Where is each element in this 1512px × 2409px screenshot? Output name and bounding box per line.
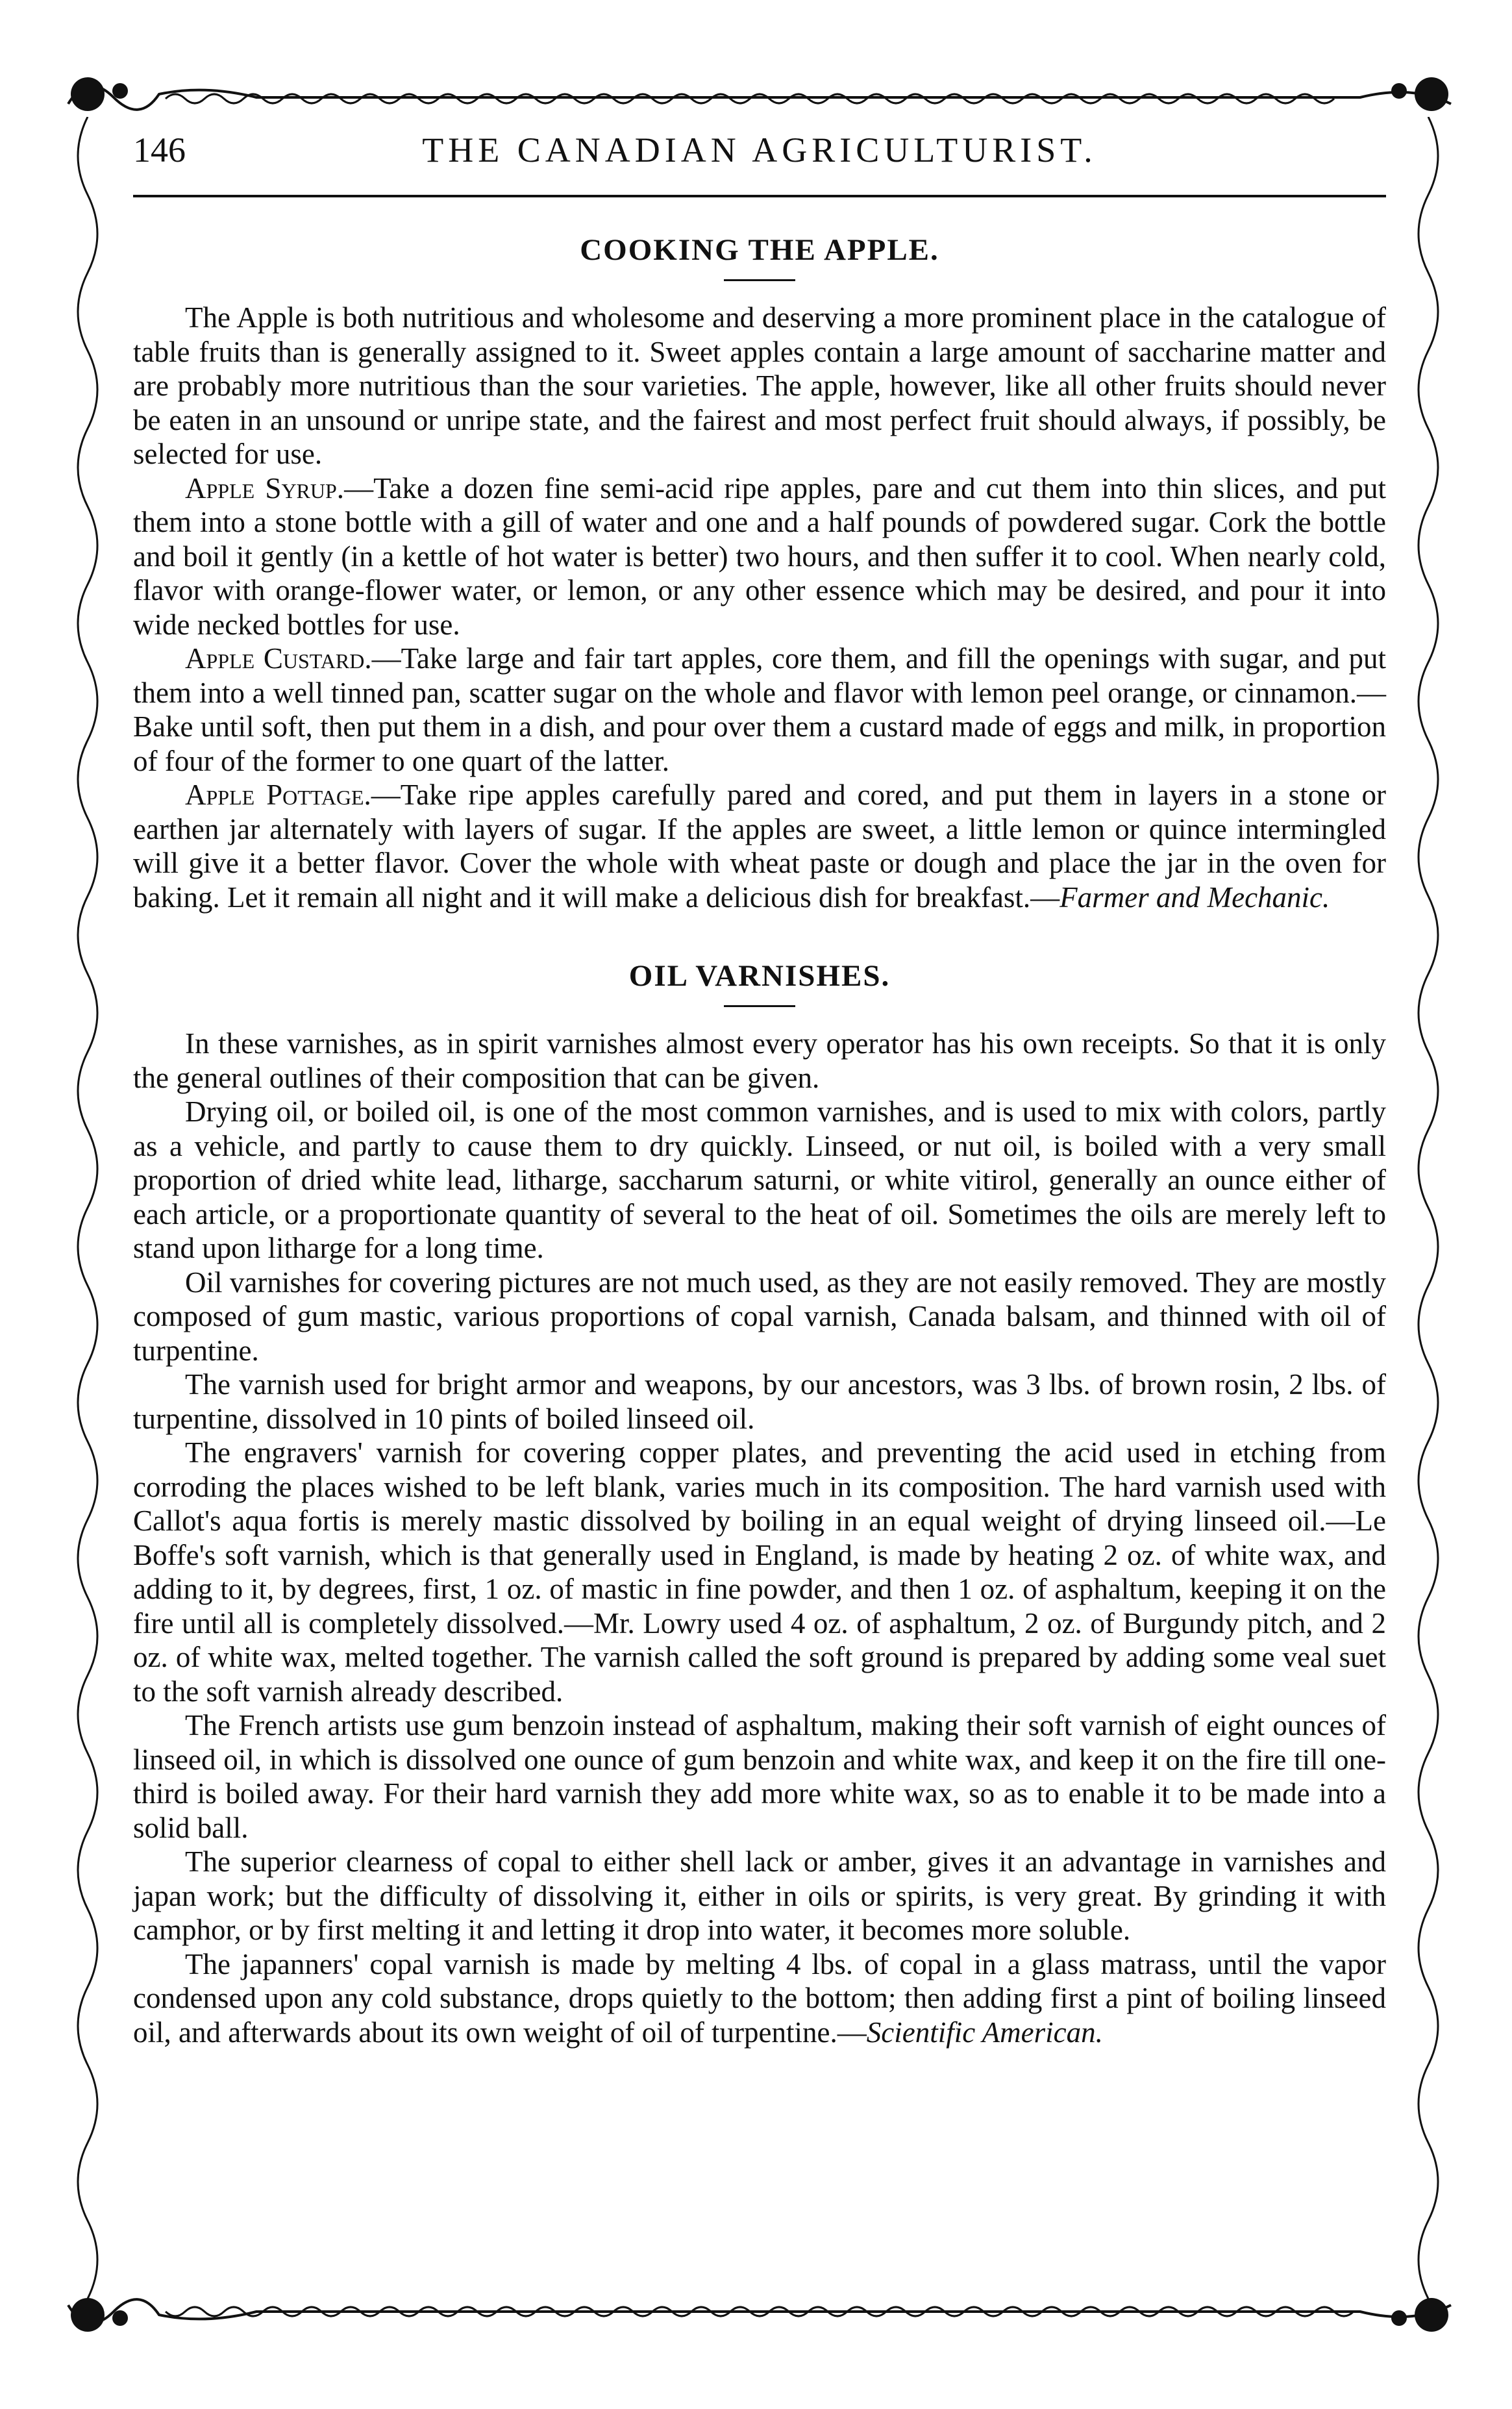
left-border-ornament-icon <box>62 117 114 2299</box>
paragraph-last <box>133 1947 1386 2050</box>
title-rule <box>724 279 795 281</box>
paragraph: The superior clearness of copal to either shell lack or amber, gives it an advantage in varnishes and japan work; but the difficulty of dissolving it, either in oils or spirits, is very great. By grinding it with camphor, or by first melting it and letting it drop into water, it becomes more soluble. <box>133 1845 1386 1946</box>
article-cooking-the-apple <box>133 221 1386 914</box>
recipe-apple-custard <box>133 642 1386 778</box>
header-rule <box>133 195 1386 197</box>
page-number: 146 <box>133 131 186 169</box>
paragraph: In these varnishes, as in spirit varnishes almost every operator has his own receipts. So that it is only the general outlines of their composition that can be given. <box>133 1027 1386 1094</box>
bottom-border-ornament-icon <box>62 2286 1457 2344</box>
recipe-name: Apple Pottage. <box>185 779 371 811</box>
recipe-name: Apple Custard. <box>185 642 372 675</box>
title-rule <box>724 1005 795 1007</box>
right-border-ornament-icon <box>1402 117 1454 2299</box>
journal-title: THE CANADIAN AGRICULTURIST. <box>422 131 1097 169</box>
article-title: OIL VARNISHES. <box>628 959 891 993</box>
section-gap <box>133 914 1386 940</box>
recipe-text: —Take ripe apples carefully pared and cored, and put them in layers in a stone or earthen jar alternately with layers of sugar. If the apples are sweet, a little lemon or quince intermingled will give it a better flavor. Cover the whole with wheat paste or dough and place the jar in the oven for baking. Let it remain all night and it will make a delicious dish for breakfast.— <box>133 779 1386 914</box>
paragraph: The varnish used for bright armor and weapons, by our ancestors, was 3 lbs. of brown rosin, 2 lbs. of turpentine, dissolved in 10 pints of boiled linseed oil. <box>133 1368 1386 1435</box>
page-content <box>133 214 1386 2049</box>
article-title: COOKING THE APPLE. <box>580 233 939 267</box>
recipe-text: —Take large and fair tart apples, core them, and fill the openings with sugar, and put them into a well tinned pan, scatter sugar on the whole and flavor with lemon peel orange, or cinnamon.—Bake until soft, then put them in a dish, and pour over them a custard made of eggs and milk, in proportion of four of the former to one quart of the latter. <box>133 642 1387 777</box>
recipe-apple-pottage <box>133 778 1386 914</box>
intro-paragraph: The Apple is both nutritious and wholesome and deserving a more prominent place in the catalogue of table fruits than is generally assigned to it. Sweet apples contain a large amount of saccharine matter and are probably more nutritious than the sour varieties. The apple, however, like all other fruits should never be eaten in an unsound or unripe state, and the fairest and most perfect fruit should always, if possibly, be selected for use. <box>133 301 1386 470</box>
running-head <box>133 123 1386 175</box>
paragraph: The French artists use gum benzoin instead of asphaltum, making their soft varnish of eight ounces of linseed oil, in which is dissolved one ounce of gum benzoin and white wax, and keep it on the fire till one-third is boiled away. For their hard varnish they add more white wax, so as to enable it to be made into a solid ball. <box>133 1709 1386 1844</box>
paragraph-text: The japanners' copal varnish is made by melting 4 lbs. of copal in a glass matrass, until the vapor condensed upon any cold substance, drops quietly to the bottom; then adding first a pint of boiling linseed oil, and afterwards about its own weight of oil of turpentine.— <box>133 1947 1386 2049</box>
source-attribution: Scientific American. <box>866 2016 1103 2049</box>
recipe-name: Apple Syrup. <box>185 471 345 505</box>
paragraph: Oil varnishes for covering pictures are not much used, as they are not easily removed. They are mostly composed of gum mastic, various proportions of copal varnish, Canada balsam, and thinned with oil of turpentine. <box>133 1266 1386 1367</box>
recipe-text: —Take a dozen fine semi-acid ripe apples, pare and cut them into thin slices, and put them into a stone bottle with a gill of water and one and a half pounds of powdered sugar. Cork the bottle and boil it gently (in a kettle of hot water is better) two hours, and then suffer it to cool. When nearly cold, flavor with orange-flower water, or lemon, or any other essence which may be desired, and pour it into wide necked bottles for use. <box>133 471 1386 641</box>
source-attribution: Farmer and Mechanic. <box>1060 880 1330 914</box>
top-border-ornament-icon <box>62 65 1457 123</box>
paragraph: The engravers' varnish for covering copper plates, and preventing the acid used in etching from corroding the places wished to be left blank, varies much in its composition. The hard varnish used with Callot's aqua fortis is merely mastic dissolved by boiling in an equal weight of drying linseed oil.—Le Boffe's soft varnish, which is that generally used in England, is made by heating 2 oz. of white wax, and adding to it, by degrees, first, 1 oz. of mastic in fine powder, and then 1 oz. of asphaltum, keeping it on the fire until all is completely dissolved.—Mr. Lowry used 4 oz. of asphaltum, 2 oz. of Burgundy pitch, and 2 oz. of white wax, melted together. The varnish called the soft ground is prepared by adding some veal suet to the soft varnish already described. <box>133 1436 1386 1708</box>
article-oil-varnishes <box>133 947 1386 2049</box>
paragraph: Drying oil, or boiled oil, is one of the most common varnishes, and is used to mix with colors, partly as a vehicle, and partly to cause them to dry quickly. Linseed, or nut oil, is boiled with a very small proportion of dried white lead, litharge, saccharum saturni, or white vitirol, generally an ounce either of each article, or a proportionate quantity of several to the heat of oil. Sometimes the oils are merely left to stand upon litharge for a long time. <box>133 1095 1386 1264</box>
recipe-apple-syrup <box>133 471 1386 642</box>
